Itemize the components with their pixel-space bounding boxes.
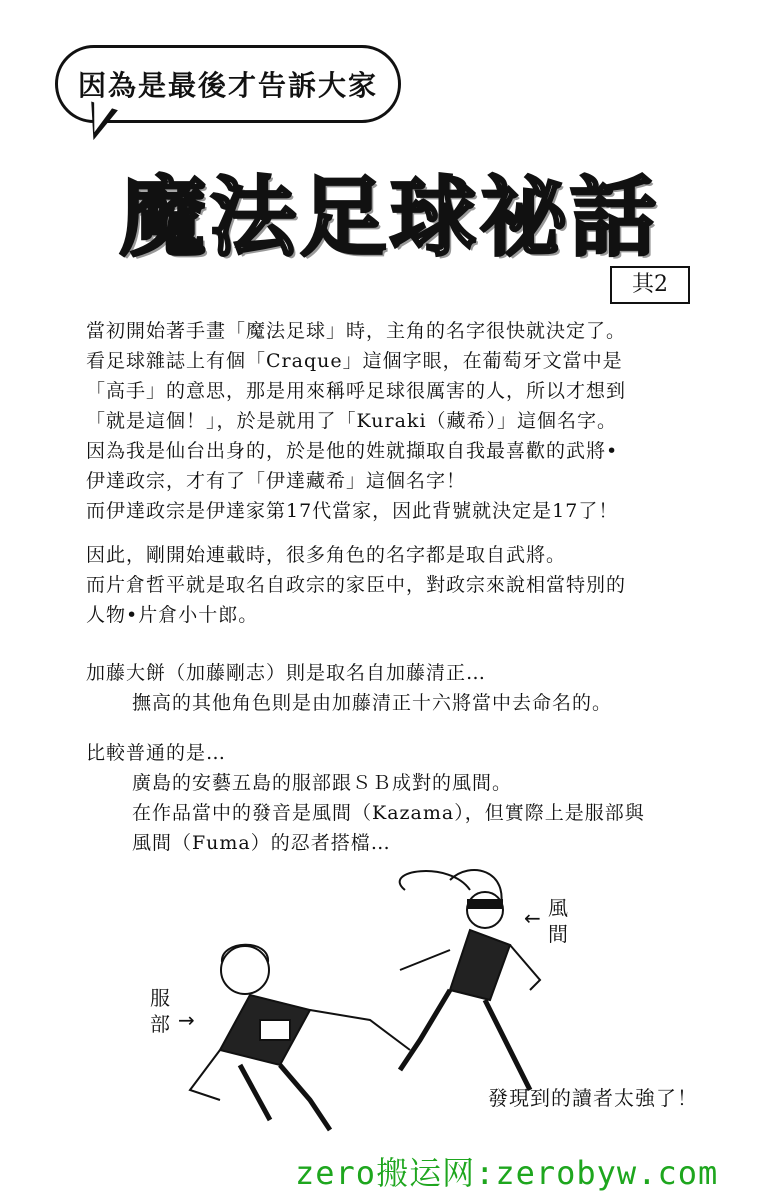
part-label: 其2 xyxy=(610,266,690,304)
paragraph-3 xyxy=(86,658,726,718)
fuma-label: 風間 xyxy=(548,896,568,946)
text-line: 伊達政宗，才有了「伊達藏希」這個名字！ xyxy=(86,470,467,492)
hattori-figure xyxy=(190,945,410,1130)
closing-note: 發現到的讀者太強了！ xyxy=(488,1086,698,1110)
text-line: 而片倉哲平就是取名自政宗的家臣中，對政宗來說相當特別的 xyxy=(86,574,627,596)
text-line: 當初開始著手畫「魔法足球」時，主角的名字很快就決定了。 xyxy=(86,320,627,342)
bubble-text: 因為是最後才告訴大家 xyxy=(77,69,378,102)
text-line: 因為我是仙台出身的，於是他的姓就擷取自我最喜歡的武將• xyxy=(86,440,619,462)
text-line: 而伊達政宗是伊達家第17代當家，因此背號就決定是17了！ xyxy=(86,500,619,522)
fuma-figure xyxy=(400,870,540,1090)
hattori-label: 服部 xyxy=(150,986,170,1036)
watermark: zero搬运网:zerobyw.com xyxy=(295,1154,719,1192)
hattori-arrow: → xyxy=(178,1008,195,1032)
text-line: 人物•片倉小十郎。 xyxy=(86,604,259,626)
text-line: 加藤大餅（加藤剛志）則是取名自加藤清正… xyxy=(86,662,487,684)
text-line: 廣島的安藝五島的服部跟ＳＢ成對的風間。 xyxy=(132,772,513,794)
text-line: 風間（Fuma）的忍者搭檔… xyxy=(132,832,391,854)
paragraph-1 xyxy=(86,316,726,526)
text-line: 「就是這個！」，於是就用了「Kuraki（藏希）」這個名字。 xyxy=(86,410,618,432)
text-line: 比較普通的是… xyxy=(86,742,227,764)
text-line: 撫高的其他角色則是由加藤清正十六將當中去命名的。 xyxy=(132,692,613,714)
text-line: 在作品當中的發音是風間（Kazama），但實際上是服部與 xyxy=(132,802,645,824)
page-title: 魔法足球祕話 xyxy=(120,167,660,268)
paragraph-4 xyxy=(86,738,726,858)
paragraph-2 xyxy=(86,540,726,630)
text-line: 因此，剛開始連載時，很多角色的名字都是取自武將。 xyxy=(86,544,567,566)
fuma-arrow: ← xyxy=(524,906,541,930)
text-line: 「高手」的意思，那是用來稱呼足球很厲害的人，所以才想到 xyxy=(86,380,627,402)
text-line: 看足球雜誌上有個「Craque」這個字眼，在葡萄牙文當中是 xyxy=(86,350,623,372)
